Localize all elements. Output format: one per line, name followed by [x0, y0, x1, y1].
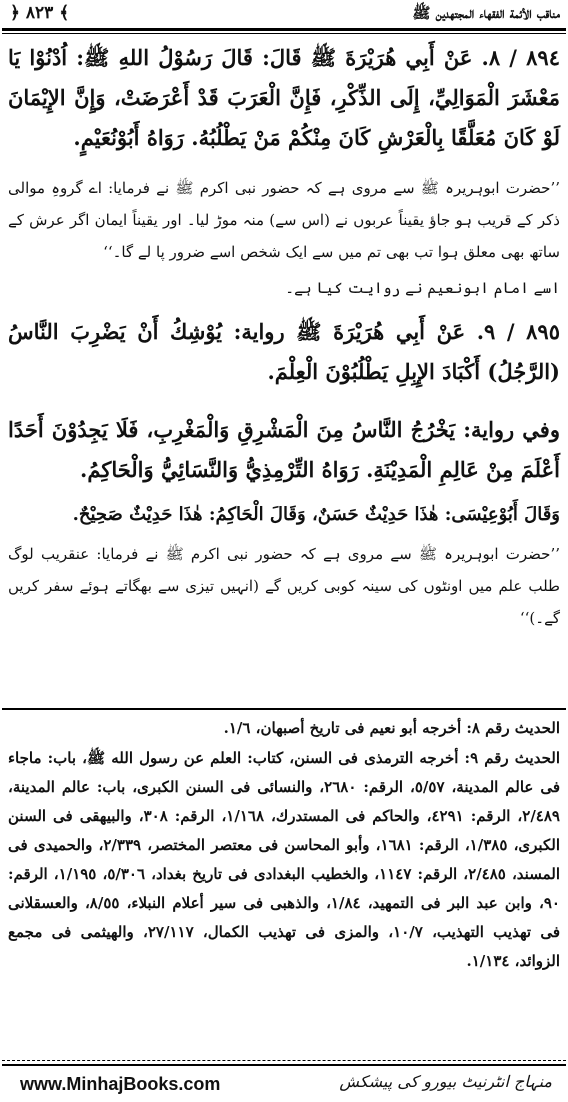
website-link[interactable]: www.MinhajBooks.com — [20, 1074, 221, 1094]
running-title: مناقب الأئمة الفقهاء المجتهدين ﷺ — [412, 4, 560, 22]
header-rule-thin — [2, 33, 566, 34]
publisher-credit: منہاج انٹرنیٹ بیورو کی پیشکش — [339, 1072, 552, 1091]
hadith-895-variant: وفي رواية: يَخْرُجُ النَّاسُ مِنَ الْمَشْرِقِ وَالْمَغْرِبِ، فَلَا يَجِدُوْنَ أَحَدًا أَعْلَمَ مِنْ عَالِمِ الْمَدِيْنَةِ. رَوَاهُ التِّرْمِذِيُّ وَالنَّسَائِيُّ وَالْحَاكِمُ. — [8, 417, 560, 482]
page-footer — [8, 1072, 560, 1098]
header-rule — [2, 28, 566, 31]
footer-rule — [2, 1064, 566, 1066]
hadith-894-arabic: ٨٩٤ / ٨. عَنْ أَبِي هُرَيْرَةَ ﷺ قَالَ: قَالَ رَسُوْلُ اللهِ ﷺ: اُدْنُوْا يَا مَعْشَرَ الْمَوَالِيِّ، إِلَى الذِّكْرِ، فَإِنَّ الْعَرَبَ قَدْ أَعْرَضَتْ، وَإِنَّ الإِيْمَانَ لَوْ كَانَ مُعَلَّقًا بِالْعَرْشِ كَانَ مِنْكُمْ مَنْ يَطْلُبُهُ. رَوَاهُ أَبُوْنُعَيْمٍ. — [8, 45, 560, 150]
footnote-9: الحديث رقم ٩: أخرجه الترمذى فى السنن، كتاب: العلم عن رسول الله ﷺ، باب: ماجاء فى عالم المدينة، ٥/٥٧، الرقم: ٢٦٨٠، والنسائى فى السنن الكبرى، باب: عالم المدينة، ٢/٤٨٩، الرقم: ٤٢٩١، والحاكم فى المستدرك، ١/١٦٨، الرقم: ٣٠٨، والبيهقى فى السنن الكبرى، ١/٣٨٥، الرقم: ١٦٨١، وأبو المحاسن فى معتصر المختصر، ٢/٣٣٩، والحميدى فى المسند، ٢/٤٨٥، الرقم: ١١٤٧، والخطيب البغدادى فى تاريخ بغداد، ٥/٣٠٦، ١/١٩٥، الرقم: ٩٠، وابن عبد البر فى التمهيد، ١/٨٤، والذهبى فى سير أعلام النبلاء، ٨/٥٥، والعسقلانى فى تهذيب التهذيب، ١٠/٧، والمزى فى تهذيب الكمال، ٢٧/١١٧، والهيثمى فى مجمع الزوائد، ١/١٣٤. — [8, 749, 560, 970]
footnote-8: الحديث رقم ٨: أخرجه أبو نعيم فى تاريخ أصبهان، ١/٦. — [223, 719, 560, 737]
hadith-894-urdu: ’’حضرت ابوہریرہ ﷺ سے مروی ہے کہ حضور نبی اکرم ﷺ نے فرمایا: اے گروہِ موالی ذکر کے قریب ہو جاؤ یقیناً عربوں نے (اس سے) منہ موڑ لیا۔ اور یقیناً ایمان اگر عرش کے ساتھ بھی معلق ہوا تب بھی تم میں سے ایک شخص اسے ضرور پا لے گا۔‘‘ — [8, 179, 560, 261]
footer-rule-dashed — [2, 1060, 566, 1061]
hadith-895-grading: وَقَالَ أَبُوْعِيْسَى: هٰذَا حَدِيْثٌ حَسَنٌ، وَقَالَ الْحَاكِمُ: هٰذَا حَدِيْثٌ صَحِيْحٌ. — [72, 504, 560, 525]
running-header — [4, 2, 564, 26]
footnote-separator — [2, 708, 566, 710]
hadith-895-urdu: ’’حضرت ابوہریرہ ﷺ سے مروی ہے کہ حضور نبی اکرم ﷺ نے فرمایا: عنقریب لوگ طلب علم میں اونٹوں کی سینہ کوبی کریں گے (انہیں تیزی سے بھگاتے ہوئے سفر کریں گے۔)‘‘ — [8, 545, 560, 627]
page-number: ﴿ ٨٢٣ ﴾ — [10, 3, 70, 23]
hadith-895-arabic: ٨٩٥ / ٩. عَنْ أَبِي هُرَيْرَةَ ﷺ رواية: يُوْشِكُ أَنْ يَضْرِبَ النَّاسُ (الرَّجُلُ) أَكْبَادَ الإِبِلِ يَطْلُبُوْنَ الْعِلْمَ. — [8, 319, 560, 384]
hadith-894-narration: اسے امام ابونعیم نے روایت کیا ہے۔ — [285, 279, 560, 297]
